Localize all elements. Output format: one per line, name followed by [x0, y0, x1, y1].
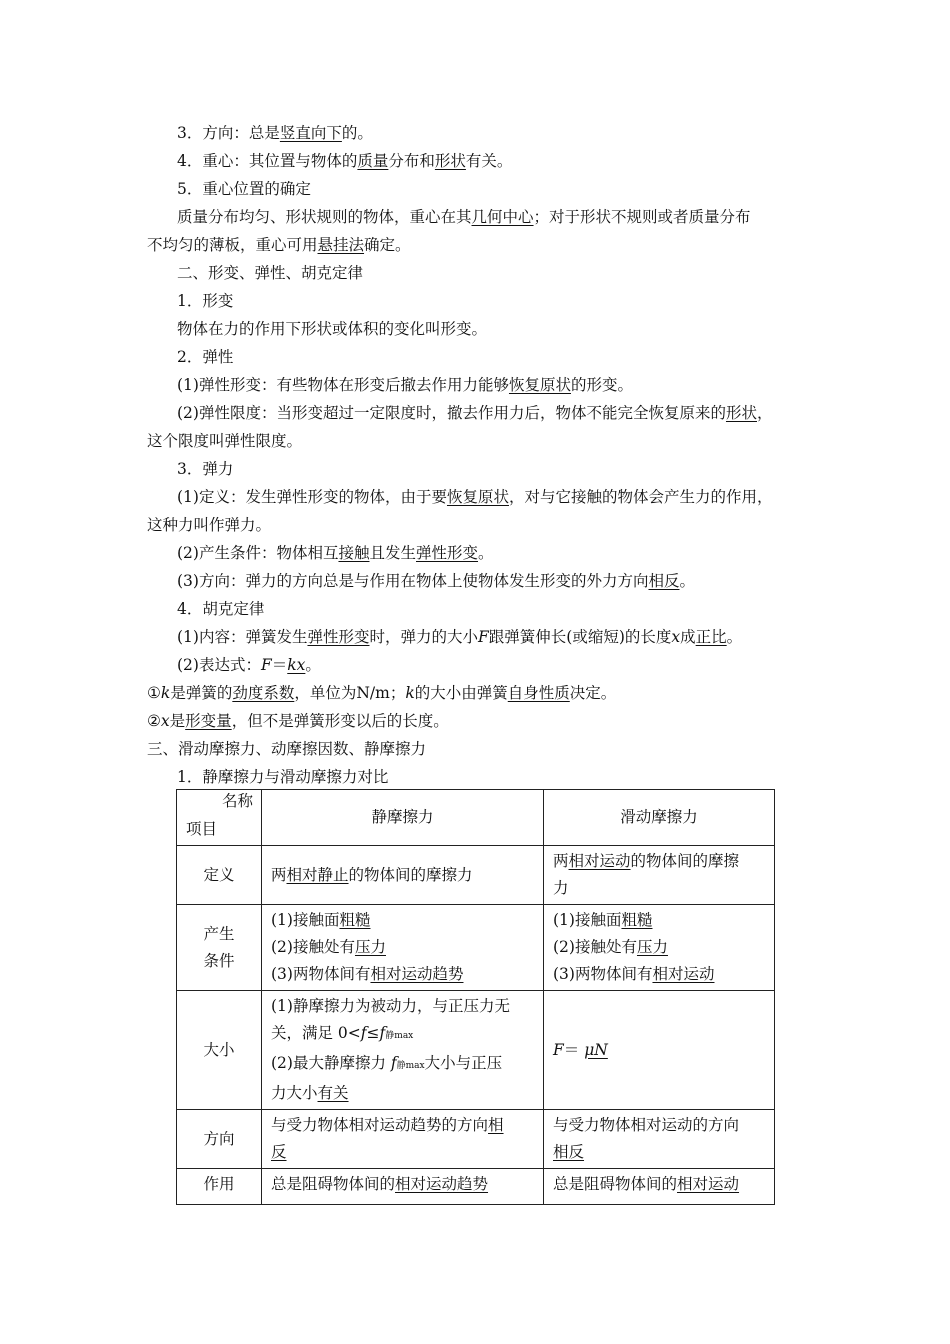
answer-underlined: 形状 [434, 152, 466, 170]
variable: F [478, 628, 489, 646]
variable: x [671, 628, 681, 646]
text: (3)两物体间有 [553, 965, 653, 983]
text: 。 [478, 544, 494, 562]
text: 两 [553, 852, 569, 870]
answer-underlined: 弹性形变 [307, 628, 370, 646]
para-hooke-content [177, 627, 742, 647]
text: (2)接触处有 [553, 938, 637, 956]
text: 分布和 [388, 152, 435, 170]
table-row-definition [177, 846, 775, 905]
para-hooke-formula [177, 655, 321, 675]
heading-elasticity: 2．弹性 [177, 348, 234, 366]
answer-underlined: 相对运动 [568, 852, 631, 870]
text: (2)接触处有 [271, 938, 355, 956]
text: 。 [726, 628, 743, 646]
text: 的物体间的摩擦 [630, 852, 740, 870]
friction-comparison-table [176, 789, 775, 1205]
variable: f [379, 1024, 386, 1042]
table-row-condition [177, 905, 775, 991]
cell-sliding [544, 1169, 775, 1205]
text: (2)最大静摩擦力 [271, 1054, 391, 1072]
section-heading-3: 三、滑动摩擦力、动摩擦因数、静摩擦力 [147, 740, 427, 758]
para-definition-line1 [177, 487, 773, 507]
text: (2)弹性限度：当形变超过一定限度时，撤去作用力后，物体不能完全恢复原来的 [177, 404, 726, 422]
answer-underlined: 质量 [357, 152, 389, 170]
answer-underlined: 形变量 [185, 712, 232, 730]
answer-underlined: 接触 [338, 544, 370, 562]
para-x-meaning [147, 711, 449, 731]
row-label: 大小 [177, 991, 262, 1110]
text: 大小与正压 [424, 1054, 503, 1072]
answer-underlined: 粗糙 [339, 911, 371, 929]
text: 不均匀的薄板，重心可用 [147, 236, 318, 254]
variable: f [360, 1024, 367, 1042]
answer-underlined: 形状 [725, 404, 757, 422]
para-k-meaning [147, 683, 616, 703]
header-name-label: 名称 [222, 792, 254, 810]
text: ② [147, 712, 161, 730]
row-label: 作用 [177, 1169, 262, 1205]
header-sliding-friction: 滑动摩擦力 [544, 790, 775, 846]
answer-underlined: 相反 [648, 572, 680, 590]
heading-deformation: 1．形变 [177, 292, 234, 310]
para-center-of-gravity [177, 151, 512, 171]
cell-static [262, 1169, 544, 1205]
cell-static [262, 1110, 544, 1169]
answer-underlined: 反 [271, 1143, 287, 1161]
para-definition-line2: 这种力叫作弹力。 [147, 516, 272, 534]
text: ；对于形状不规则或者质量分布 [533, 208, 751, 226]
text: ① [147, 684, 161, 702]
answer-underlined: 有关 [317, 1084, 349, 1102]
text: 4．重心：其位置与物体的 [177, 152, 358, 170]
table-row-effect [177, 1169, 775, 1205]
answer-underlined: 几何中心 [471, 208, 534, 226]
text: (1)内容：弹簧发生 [177, 628, 308, 646]
answer-underlined: 粗糙 [621, 911, 653, 929]
text: (1)接触面 [271, 911, 340, 929]
answer-underlined: 悬挂法 [317, 236, 365, 254]
para-deformation: 物体在力的作用下形状或体积的变化叫形变。 [177, 320, 488, 338]
variable: f [390, 1054, 397, 1072]
text: (3)方向：弹力的方向总是与作用在物体上使物体发生形变的外力方向 [177, 572, 649, 590]
answer-underlined: 相对运动趋势 [370, 965, 464, 983]
text: (1)接触面 [553, 911, 622, 929]
row-label: 定义 [177, 846, 262, 905]
text: 力大小 [271, 1084, 318, 1102]
text: 成 [680, 628, 696, 646]
text: (1)弹性形变：有些物体在形变后撤去作用力能够 [177, 376, 509, 394]
answer-underlined: 弹性形变 [416, 544, 479, 562]
text: 质量分布均匀、形状规则的物体，重心在其 [177, 208, 472, 226]
text: ＝ [563, 1040, 585, 1059]
text: 确定。 [364, 236, 411, 254]
answer-underlined: 压力 [354, 938, 386, 956]
text: 的大小由弹簧 [414, 684, 508, 702]
text: 时，弹力的大小 [369, 628, 478, 646]
text: (3)两物体间有 [271, 965, 371, 983]
cell-static [262, 846, 544, 905]
cell-sliding [544, 991, 775, 1110]
answer-underlined: 相对运动趋势 [395, 1175, 489, 1193]
answer-underlined: 恢复原状 [446, 488, 509, 506]
para-conditions [177, 543, 494, 563]
text: ，单位为N/m； [294, 684, 406, 702]
text: 的。 [341, 124, 373, 142]
heading-friction-comparison: 1．静摩擦力与滑动摩擦力对比 [177, 768, 389, 786]
text: (1)定义：发生弹性形变的物体，由于要 [177, 488, 447, 506]
text: 总是阻碍物体间的 [271, 1175, 396, 1193]
cell-sliding [544, 905, 775, 991]
text: ， [756, 404, 773, 422]
variable: k [405, 684, 415, 702]
answer-underlined: 相对静止 [286, 865, 349, 884]
answer-underlined: 竖直向下 [279, 124, 342, 142]
text: 关，满足 0< [271, 1024, 361, 1042]
text: 与受力物体相对运动的方向 [553, 1116, 740, 1134]
header-item-label: 项目 [186, 820, 218, 838]
answer-underlined: 自身性质 [507, 684, 570, 702]
heading-elastic-force: 3．弹力 [177, 460, 234, 478]
variable: k [160, 684, 171, 702]
header-static-friction: 静摩擦力 [262, 790, 544, 846]
text: 条件 [203, 951, 235, 970]
subscript: 静max [396, 1061, 425, 1071]
text: (1)静摩擦力为被动力，与正压力无 [271, 997, 510, 1015]
table-header-row [177, 790, 775, 846]
text: ，但不是弹簧形变以后的长度。 [231, 712, 449, 730]
text: 。 [305, 656, 321, 674]
text: 决定。 [569, 684, 617, 702]
subscript: 静max [385, 1031, 414, 1041]
para-gravity-direction [177, 123, 373, 143]
para-elastic-limit-line1 [177, 403, 773, 423]
header-corner-cell [177, 790, 262, 846]
text: 有关。 [465, 152, 513, 170]
text: 两 [271, 865, 287, 884]
text: 。 [679, 572, 695, 590]
text: ＝ [271, 656, 288, 674]
row-label [177, 905, 262, 991]
para-elastic-limit-line2: 这个限度叫弹性限度。 [147, 432, 303, 450]
text: 总是阻碍物体间的 [553, 1175, 678, 1193]
text: 产生 [203, 924, 235, 943]
section-heading-2: 二、形变、弹性、胡克定律 [177, 264, 364, 282]
answer-underlined: 相对运动 [677, 1175, 740, 1193]
answer-underlined: 相对运动 [652, 965, 715, 983]
text: 的物体间的摩擦力 [348, 865, 473, 884]
variable: x [160, 712, 170, 730]
answer-underlined: 相 [488, 1116, 504, 1134]
text: 3．方向：总是 [177, 124, 280, 142]
text: ≤ [366, 1024, 380, 1042]
row-label: 方向 [177, 1110, 262, 1169]
cell-static [262, 991, 544, 1110]
answer-underlined: 压力 [636, 938, 668, 956]
text: 的形变。 [570, 376, 633, 394]
para-direction [177, 571, 695, 591]
answer-underlined: 相反 [553, 1143, 585, 1161]
text: 是 [169, 712, 186, 730]
text: (2)表达式： [177, 656, 261, 674]
answer-underlined: 正比 [695, 628, 727, 646]
heading-hookes-law: 4．胡克定律 [177, 600, 265, 618]
variable: F [260, 656, 272, 674]
heading-cog-position: 5．重心位置的确定 [177, 180, 311, 198]
answer-underlined: μN [584, 1040, 608, 1059]
answer-underlined: 恢复原状 [508, 376, 571, 394]
answer-underlined: kx [287, 656, 306, 674]
cell-sliding [544, 846, 775, 905]
table-row-direction [177, 1110, 775, 1169]
text: 且发生 [369, 544, 416, 562]
text: 跟弹簧伸长(或缩短)的长度 [488, 628, 672, 646]
para-elastic-deformation [177, 375, 633, 395]
para-cog-line2 [147, 235, 411, 255]
text: 力 [553, 879, 569, 897]
para-cog-line1 [177, 207, 751, 227]
cell-sliding [544, 1110, 775, 1169]
table-row-size [177, 991, 775, 1110]
cell-static [262, 905, 544, 991]
text: 是弹簧的 [170, 684, 233, 702]
text: ，对与它接触的物体会产生力的作用， [508, 488, 773, 506]
variable: F [553, 1040, 564, 1059]
text: (2)产生条件：物体相互 [177, 544, 339, 562]
answer-underlined: 劲度系数 [232, 684, 295, 702]
text: 与受力物体相对运动趋势的方向 [271, 1116, 489, 1134]
